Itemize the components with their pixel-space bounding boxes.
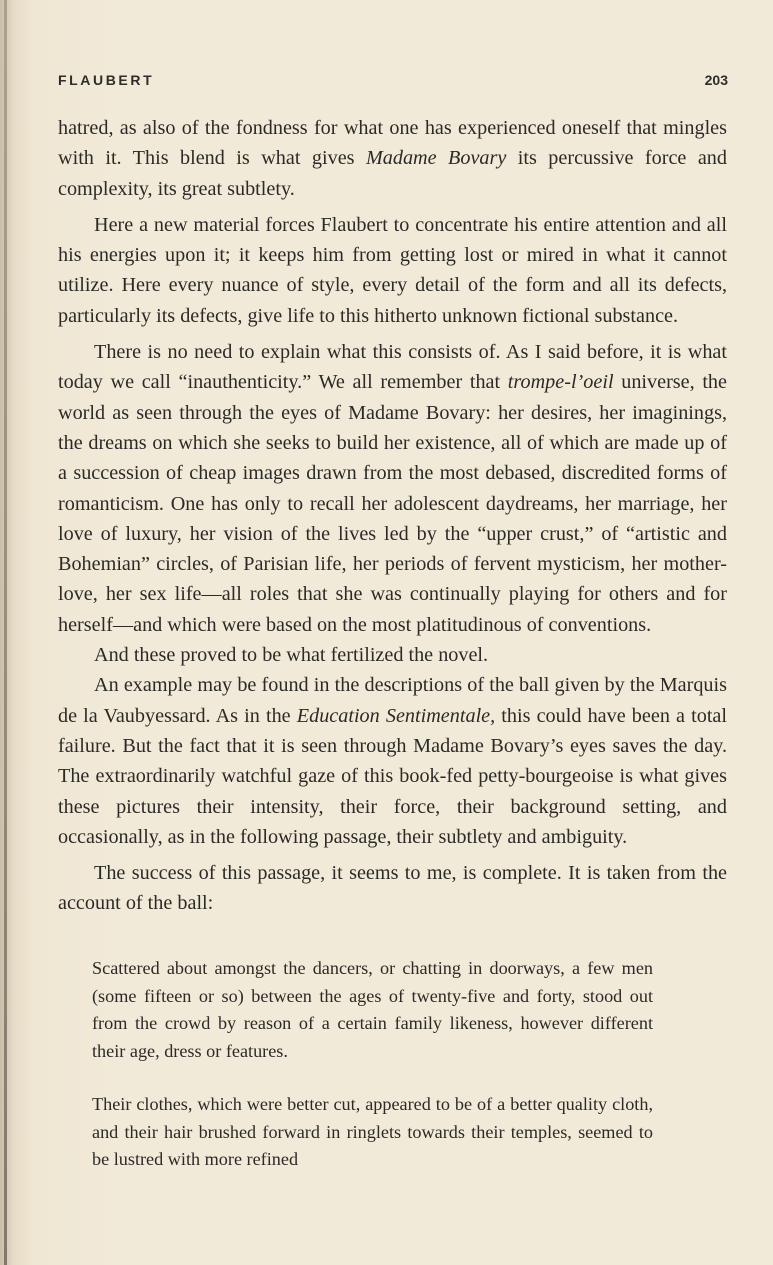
body-paragraph <box>58 113 727 204</box>
page-number: 203 <box>704 72 728 88</box>
text-run: its percussive force and complexity, its great subtlety. <box>58 147 727 200</box>
running-head-title: FLAUBERT <box>58 72 155 88</box>
text-run: There is no need to explain what this consists of. As I said before, it is what today we call “inauthenticity.” We all remember that <box>58 341 727 394</box>
page-gutter-shadow <box>4 0 7 1265</box>
body-paragraph <box>58 670 727 852</box>
block-quote <box>92 955 653 1174</box>
text-run: universe, the world as seen through the eyes of Madame Bovary: her desires, her imaginings, the dreams on which she seeks to build her existence, all of which are made up of a succession of cheap images drawn from the most debased, discredited forms of romanticism. One has only to recall her adolescent daydreams, her marriage, her love of luxury, her vision of the lives led by the “upper crust,” of “artistic and Bohemian” circles, of Parisian life, her periods of fervent mysticism, her mother-love, her sex life—all roles that she was continually playing for others and for herself—and which were based on the most platitudinous of conventions. <box>58 371 727 636</box>
text-run: hatred, as also of the fondness for what one has experienced oneself that mingles with it. This blend is what gives <box>58 117 727 170</box>
quote-paragraph: Their clothes, which were better cut, appeared to be of a better quality cloth, and their hair brushed forward in ringlets towards their temples, seemed to be lustred with more refined <box>92 1094 653 1169</box>
text-run: An example may be found in the descriptions of the ball given by the Marquis de la Vaubyessard. As in the <box>58 674 727 727</box>
italic-title: Education Sentimentale, <box>296 704 496 727</box>
text-run: this could have been a total failure. But the fact that it is seen through Madame Bovary’s eyes saves the day. The extraordinarily watchful gaze of this book-fed petty-bourgeoise is what gives these pictures their intensity, their force, their background setting, and occasionally, as in the following passage, their subtlety and ambiguity. <box>58 704 727 848</box>
running-head <box>58 72 728 92</box>
text-run: Here a new material forces Flaubert to concentrate his entire attention and all his energies upon it; it keeps him from getting lost or mired in what it cannot utilize. Here every nuance of style, every detail of the form and all its defects, particularly its defects, give life to this hitherto unknown fictional substance. <box>58 213 727 327</box>
text-run: The success of this passage, it seems to me, is complete. It is taken from the account of the ball: <box>58 862 727 915</box>
body-paragraph <box>58 858 727 919</box>
italic-title: Madame Bovary <box>365 147 507 170</box>
text-run: And these proved to be what fertilized the novel. <box>94 644 489 667</box>
italic-title: trompe-l’oeil <box>507 371 614 394</box>
body-paragraph <box>58 210 727 331</box>
body-paragraph <box>58 337 727 640</box>
body-paragraph <box>58 640 727 670</box>
quote-paragraph: Scattered about amongst the dancers, or chatting in doorways, a few men (some fifteen or so) between the ages of twenty-five and forty, stood out from the crowd by reason of a certain family likeness, however different their age, dress or features. <box>92 958 653 1061</box>
body-text <box>58 113 727 919</box>
